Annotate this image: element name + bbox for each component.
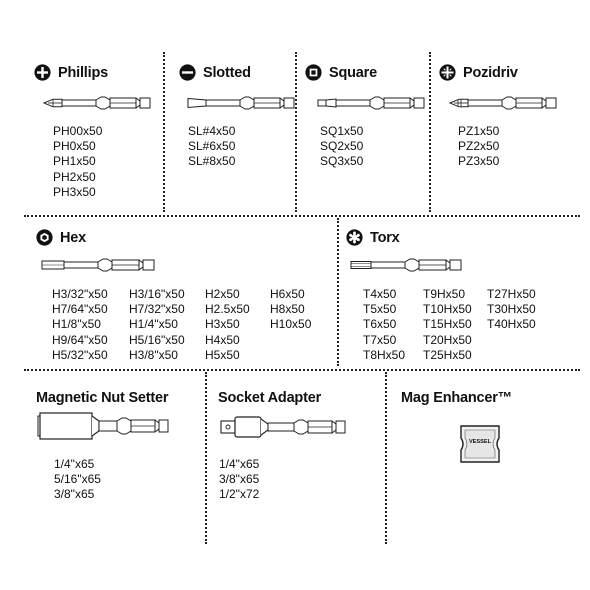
section-slotted (165, 40, 295, 215)
section-mag-enhancer (387, 371, 580, 550)
section-socket-adapter (207, 371, 385, 550)
list-item: 1/4"x65 (219, 457, 260, 471)
mag-enhancer-image (455, 420, 505, 468)
list-item: T27Hx50 (487, 287, 536, 301)
list-item: PH2x50 (53, 169, 96, 184)
list-item: H10x50 (270, 317, 312, 332)
list-item: SQ1x50 (320, 124, 364, 138)
square-size-list (320, 124, 363, 170)
list-item: PH1x50 (53, 154, 96, 169)
section-hex (10, 217, 337, 369)
square-icon (305, 64, 322, 81)
list-item: H2x50 (205, 287, 240, 301)
list-item: H3/8"x50 (129, 347, 178, 362)
section-square (297, 40, 429, 215)
torx-icon (346, 229, 363, 246)
hex-size-column-4 (270, 287, 311, 333)
list-item: H6x50 (270, 287, 305, 301)
section-magnetic-nut-setter (10, 371, 205, 550)
hex-size-column-2 (129, 287, 185, 363)
list-item: H8x50 (270, 302, 305, 317)
list-item: T30Hx50 (487, 302, 536, 317)
section-title-socket-adapter: Socket Adapter (218, 390, 322, 406)
list-item: H1/4"x50 (129, 317, 178, 332)
list-item: T25Hx50 (423, 347, 472, 362)
phillips-bit-image (43, 95, 151, 111)
section-title-nut-setter: Magnetic Nut Setter (36, 390, 169, 406)
section-title-hex: Hex (36, 229, 86, 246)
list-item: T6x50 (363, 317, 397, 332)
section-pozidriv (431, 40, 580, 215)
list-item: 5/16"x65 (54, 472, 101, 487)
list-item: 1/4"x65 (54, 457, 95, 471)
list-item: T15Hx50 (423, 317, 472, 332)
section-title-torx: Torx (346, 229, 400, 246)
square-bit-image (317, 95, 425, 111)
list-item: SL#6x50 (188, 139, 236, 154)
hex-bit-image (41, 257, 155, 273)
list-item: T5x50 (363, 302, 397, 317)
socket-adapter-size-list (219, 457, 259, 503)
section-phillips (10, 40, 163, 215)
list-item: T8Hx50 (363, 347, 406, 362)
vessel-logo-text: VESSEL (468, 439, 492, 445)
slotted-bit-image (187, 95, 295, 111)
torx-size-column-1 (363, 287, 405, 363)
list-item: 3/8"x65 (219, 472, 260, 487)
torx-size-column-2 (423, 287, 472, 363)
phillips-size-list (53, 124, 102, 200)
slotted-icon (179, 64, 196, 81)
list-item: H3/32"x50 (52, 287, 108, 301)
list-item: H5/16"x50 (129, 332, 185, 347)
section-title-pozidriv: Pozidriv (439, 64, 518, 81)
section-title-mag-enhancer: Mag Enhancer™ (401, 390, 513, 406)
section-title-slotted: Slotted (179, 64, 251, 81)
product-contents-panel (10, 40, 580, 550)
hex-size-column-1 (52, 287, 108, 363)
list-item: H1/8"x50 (52, 317, 101, 332)
list-item: H7/64"x50 (52, 302, 108, 317)
list-item: T4x50 (363, 287, 397, 301)
pozidriv-icon (439, 64, 456, 81)
list-item: 1/2"x72 (219, 487, 260, 502)
list-item: T9Hx50 (423, 287, 466, 301)
list-item: T10Hx50 (423, 302, 472, 317)
list-item: T20Hx50 (423, 332, 472, 347)
pozidriv-size-list (458, 124, 499, 170)
list-item: H4x50 (205, 332, 240, 347)
list-item: T40Hx50 (487, 317, 536, 332)
list-item: H5x50 (205, 347, 240, 362)
list-item: PZ1x50 (458, 124, 500, 138)
hex-icon (36, 229, 53, 246)
hex-size-column-3 (205, 287, 250, 363)
section-title-phillips: Phillips (34, 64, 108, 81)
list-item: H7/32"x50 (129, 302, 185, 317)
list-item: PZ3x50 (458, 154, 500, 169)
list-item: H9/64"x50 (52, 332, 108, 347)
nut-setter-size-list (54, 457, 101, 503)
list-item: H3x50 (205, 317, 240, 332)
list-item: PH00x50 (53, 124, 103, 138)
phillips-icon (34, 64, 51, 81)
list-item: PZ2x50 (458, 139, 500, 154)
list-item: SQ2x50 (320, 139, 364, 154)
torx-bit-image (350, 257, 462, 273)
list-item: H2.5x50 (205, 302, 250, 317)
list-item: SL#4x50 (188, 124, 236, 138)
section-title-square: Square (305, 64, 377, 81)
list-item: SQ3x50 (320, 154, 364, 169)
list-item: 3/8"x65 (54, 487, 95, 502)
list-item: PH3x50 (53, 184, 96, 199)
pozidriv-bit-image (449, 95, 557, 111)
list-item: T7x50 (363, 332, 397, 347)
slotted-size-list (188, 124, 235, 170)
section-torx (339, 217, 580, 369)
socket-adapter-image (220, 416, 346, 438)
torx-size-column-3 (487, 287, 536, 333)
nut-setter-image (39, 412, 169, 440)
list-item: PH0x50 (53, 139, 96, 154)
list-item: SL#8x50 (188, 154, 236, 169)
list-item: H3/16"x50 (129, 287, 185, 301)
list-item: H5/32"x50 (52, 347, 108, 362)
